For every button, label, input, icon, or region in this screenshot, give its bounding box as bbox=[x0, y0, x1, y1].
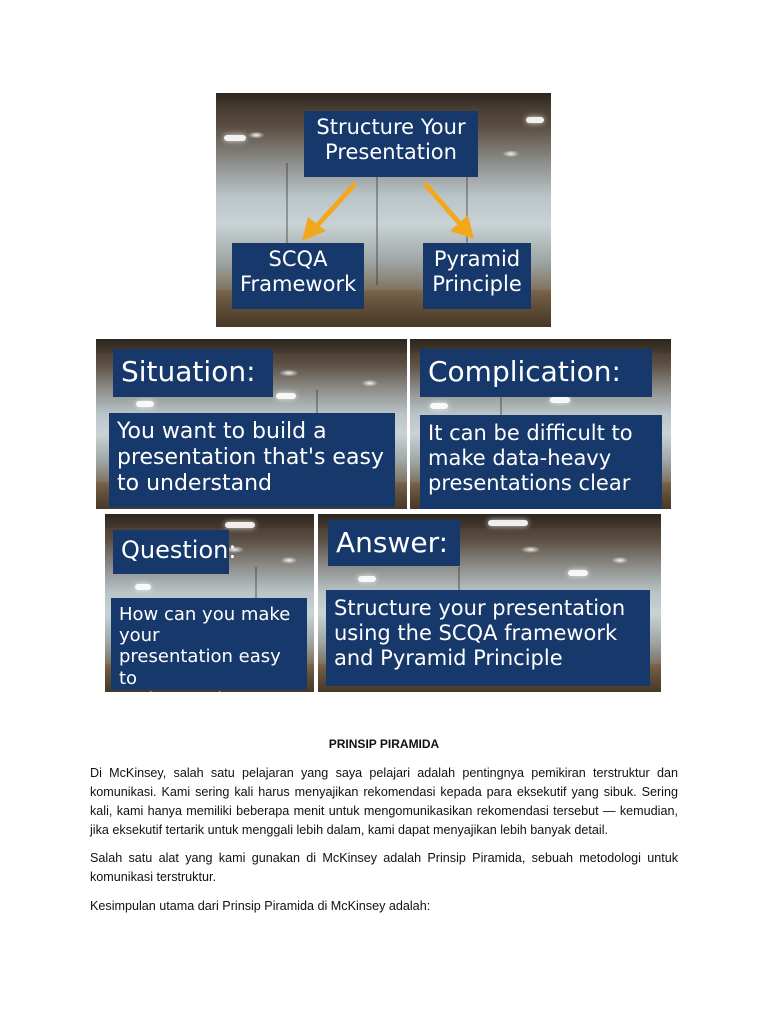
pyramid-box: Pyramid Principle bbox=[423, 243, 531, 309]
complication-heading: Complication: bbox=[420, 349, 652, 397]
arrow-right-icon bbox=[426, 185, 474, 239]
answer-body: Structure your presentation using the SCQA framework and Pyramid Principle bbox=[326, 590, 650, 686]
ceiling-light bbox=[430, 403, 448, 409]
ceiling-light bbox=[135, 584, 151, 590]
answer-image bbox=[318, 514, 661, 692]
ceiling-light bbox=[488, 520, 528, 526]
situation-body: You want to build a presentation that's easy to understand bbox=[109, 413, 395, 507]
structure-title-box: Structure Your Presentation bbox=[304, 111, 478, 177]
scqa-box: SCQA Framework bbox=[232, 243, 364, 309]
paragraph-2: Salah satu alat yang kami gunakan di McKinsey adalah Prinsip Piramida, sebuah metodologi untuk komunikasi terstruktur. bbox=[90, 851, 678, 884]
ceiling-light bbox=[136, 401, 154, 407]
arrow-icons bbox=[216, 93, 551, 327]
ceiling-light bbox=[358, 576, 376, 582]
arrow-left-icon bbox=[302, 185, 354, 241]
ceiling-light bbox=[225, 522, 255, 528]
situation-heading: Situation: bbox=[113, 349, 273, 397]
question-image bbox=[105, 514, 314, 710]
answer-heading: Answer: bbox=[328, 520, 460, 566]
complication-image bbox=[410, 339, 671, 509]
ceiling-light bbox=[550, 397, 570, 403]
document-title: PRINSIP PIRAMIDA bbox=[328, 737, 440, 751]
question-body: How can you make your presentation easy to understand? bbox=[111, 598, 307, 690]
ceiling-light bbox=[276, 393, 296, 399]
ceiling-beam bbox=[105, 514, 314, 528]
complication-body: It can be difficult to make data-heavy presentations clear bbox=[420, 415, 662, 509]
paragraph-1: Di McKinsey, salah satu pelajaran yang saya pelajari adalah pentingnya pemikiran terstruktur dan komunikasi. Kami sering kali harus menyajikan rekomendasi kepada para eksekutif yang sibuk. Sering kali, kami hanya memiliki beberapa menit untuk mengomunikasikan rekomendasi tersebut — kemudian, jika eksekutif tertarik untuk menggali lebih dalam, kami dapat menyajikan lebih banyak detail. bbox=[90, 766, 678, 837]
structure-presentation-image bbox=[216, 93, 551, 327]
paragraph-3: Kesimpulan utama dari Prinsip Piramida di McKinsey adalah: bbox=[90, 899, 431, 913]
ceiling-light bbox=[568, 570, 588, 576]
question-heading: Question: bbox=[113, 530, 229, 574]
situation-image bbox=[96, 339, 407, 509]
